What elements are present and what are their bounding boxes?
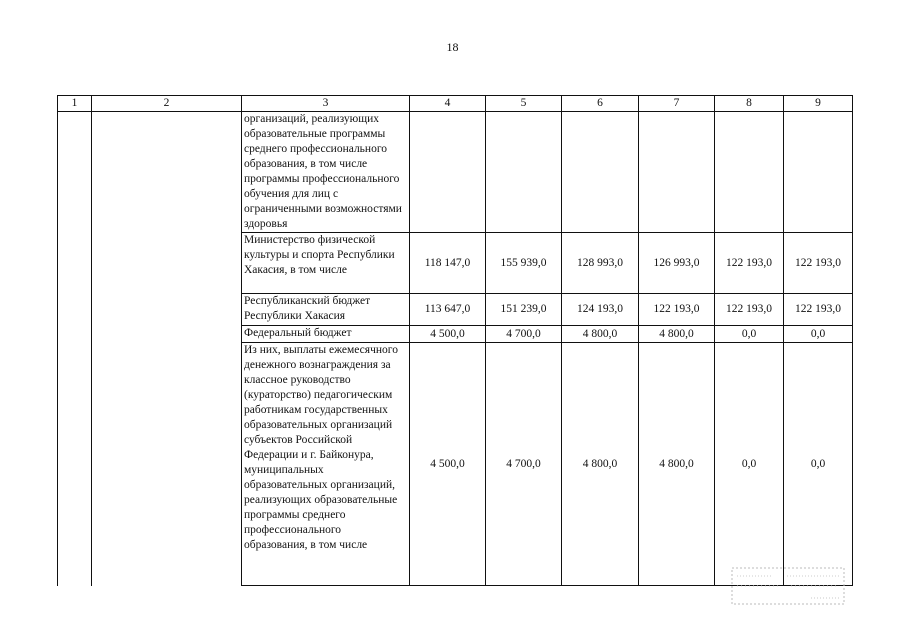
value-cell: 4 800,0 — [639, 326, 715, 343]
value-cell: 122 193,0 — [784, 294, 853, 326]
column-header: 1 — [58, 96, 92, 112]
value-cell: 128 993,0 — [562, 233, 639, 294]
value-cell: 4 700,0 — [486, 343, 562, 586]
value-cell — [715, 112, 784, 233]
value-cell: 126 993,0 — [639, 233, 715, 294]
column-header: 5 — [486, 96, 562, 112]
value-cell: 0,0 — [784, 326, 853, 343]
value-cell: 4 800,0 — [562, 326, 639, 343]
value-cell: 124 193,0 — [562, 294, 639, 326]
table-row — [58, 112, 853, 233]
value-cell — [410, 112, 486, 233]
column-header: 2 — [92, 96, 242, 112]
column-header: 6 — [562, 96, 639, 112]
value-cell — [562, 112, 639, 233]
value-cell: 0,0 — [715, 343, 784, 586]
value-cell: 0,0 — [784, 343, 853, 586]
page-number: 18 — [446, 40, 459, 54]
value-cell: 118 147,0 — [410, 233, 486, 294]
value-cell: 0,0 — [715, 326, 784, 343]
value-cell: 4 800,0 — [562, 343, 639, 586]
column-2-cell — [92, 112, 242, 586]
row-description: Федеральный бюджет — [242, 326, 410, 343]
value-cell: 4 800,0 — [639, 343, 715, 586]
column-header: 4 — [410, 96, 486, 112]
row-description: организаций, реализующих образовательные программы среднего профессионального образования, в том числе программы профессионального обучения для лиц с ограниченными возможностями здоровья — [242, 112, 410, 233]
value-cell: 151 239,0 — [486, 294, 562, 326]
value-cell: 122 193,0 — [715, 233, 784, 294]
budget-table — [57, 95, 853, 586]
value-cell: 122 193,0 — [639, 294, 715, 326]
value-cell — [784, 112, 853, 233]
value-cell: 122 193,0 — [784, 233, 853, 294]
column-header: 3 — [242, 96, 410, 112]
value-cell: 4 500,0 — [410, 343, 486, 586]
value-cell: 122 193,0 — [715, 294, 784, 326]
value-cell: 155 939,0 — [486, 233, 562, 294]
value-cell: 113 647,0 — [410, 294, 486, 326]
row-description: Министерство физической культуры и спорта Республики Хакасия, в том числе — [242, 233, 410, 294]
header-row — [58, 96, 853, 112]
value-cell — [639, 112, 715, 233]
value-cell — [486, 112, 562, 233]
column-header: 9 — [784, 96, 853, 112]
stamp-icon — [731, 566, 846, 606]
value-cell: 4 700,0 — [486, 326, 562, 343]
column-header: 7 — [639, 96, 715, 112]
column-header: 8 — [715, 96, 784, 112]
column-1-cell — [58, 112, 92, 586]
row-description: Из них, выплаты ежемесячного денежного вознаграждения за классное руководство (кураторство) педагогическим работникам государственных образовательных организаций субъектов Российской Федерации и г. Байконура, муниципальных образовательных организаций, реализующих образовательные программы среднего профессионального образования, в том числе — [242, 343, 410, 586]
value-cell: 4 500,0 — [410, 326, 486, 343]
row-description: Республиканский бюджет Республики Хакасия — [242, 294, 410, 326]
